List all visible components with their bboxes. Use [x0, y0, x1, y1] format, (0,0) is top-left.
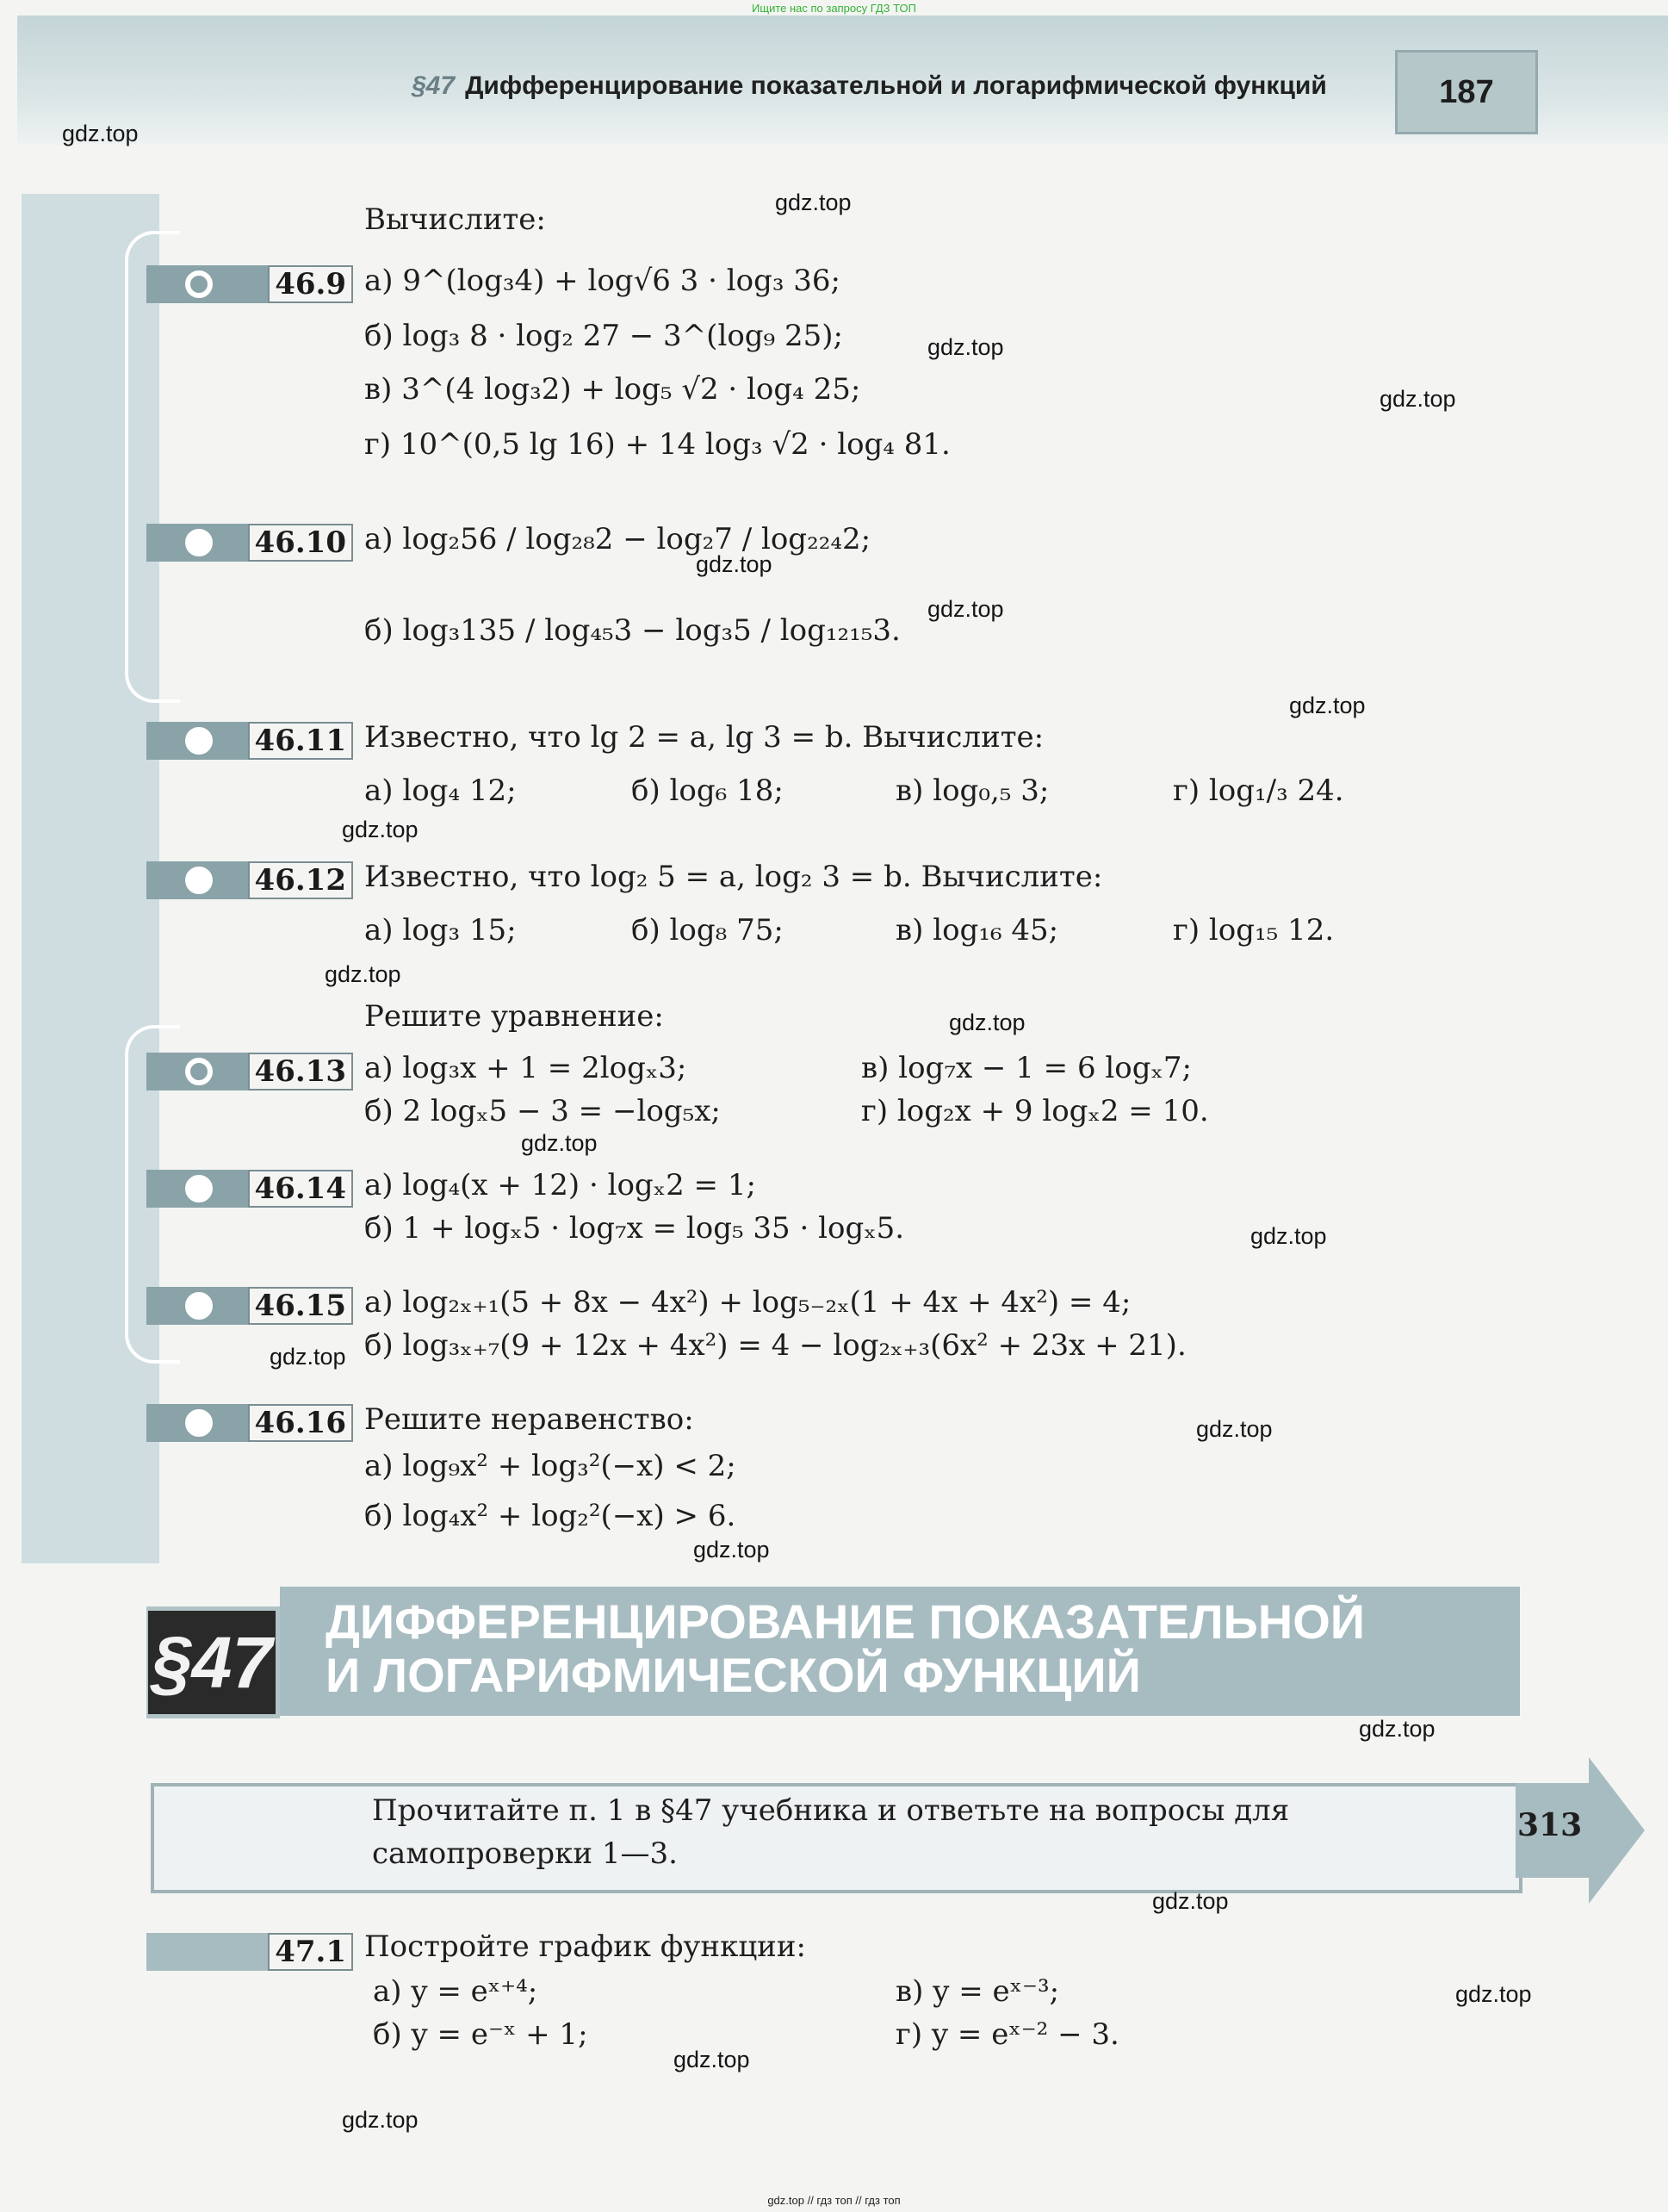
problem-line: б) log₆ 18; — [631, 774, 784, 808]
watermark: gdz.top — [1289, 693, 1366, 718]
problem-number: 46.14 — [248, 1170, 353, 1208]
top-note: Ищите нас по запросу ГДЗ ТОП — [752, 2, 916, 15]
circle-ring-icon — [185, 270, 213, 298]
watermark: gdz.top — [1152, 1888, 1229, 1914]
problem-number: 46.11 — [248, 722, 353, 760]
problem-label — [146, 1053, 353, 1090]
watermark: gdz.top — [693, 1537, 770, 1563]
page-reference-number: 313 — [1517, 1807, 1583, 1843]
circle-icon — [185, 727, 213, 755]
watermark: gdz.top — [1359, 1716, 1435, 1742]
problem-line: б) log₃ₓ₊₇(9 + 12x + 4x²) = 4 − log₂ₓ₊₃(6x² + 23x + 21). — [364, 1328, 1187, 1363]
problem-line: а) log₂ₓ₊₁(5 + 8x − 4x²) + log₅₋₂ₓ(1 + 4x + 4x²) = 4; — [364, 1285, 1132, 1320]
problem-line: а) log₄ 12; — [364, 774, 517, 808]
problem-line: б) log₃135 / log₄₅3 − log₃5 / log₁₂₁₅3. — [364, 613, 901, 648]
watermark: gdz.top — [673, 2047, 750, 2072]
problem-number: 46.12 — [248, 861, 353, 899]
watermark: gdz.top — [1250, 1223, 1327, 1249]
section-badge: §47 — [148, 1611, 276, 1714]
problem-line: г) log₁₅ 12. — [1173, 913, 1335, 948]
problem-number: 46.9 — [268, 265, 353, 303]
watermark: gdz.top — [1196, 1416, 1273, 1442]
problem-label — [146, 265, 353, 303]
problem-line: в) 3^(4 log₃2) + log₅ √2 · log₄ 25; — [364, 372, 861, 407]
section-title-line: И ЛОГАРИФМИЧЕСКОЙ ФУНКЦИЙ — [326, 1648, 1141, 1702]
problem-label — [146, 1404, 353, 1442]
page-title — [412, 71, 1327, 101]
section-title — [326, 1595, 1365, 1702]
problem-number: 46.16 — [248, 1404, 353, 1442]
problem-number: 46.15 — [248, 1287, 353, 1325]
problem-number: 46.10 — [248, 524, 353, 562]
problem-line: б) 2 logₓ5 − 3 = −log₅x; — [364, 1094, 721, 1128]
problem-line: в) log₇x − 1 = 6 logₓ7; — [861, 1051, 1193, 1085]
instruction-solve: Решите уравнение: — [364, 999, 664, 1034]
watermark: gdz.top — [1380, 386, 1456, 412]
problem-line: г) 10^(0,5 lg 16) + 14 log₃ √2 · log₄ 81. — [364, 427, 951, 462]
watermark: gdz.top — [62, 121, 139, 146]
info-line: Прочитайте п. 1 в §47 учебника и ответьте на вопросы для — [372, 1793, 1290, 1828]
problem-label — [146, 722, 353, 760]
watermark: gdz.top — [927, 334, 1004, 360]
problem-label — [146, 524, 353, 562]
circle-icon — [185, 1409, 213, 1437]
section-title-line: ДИФФЕРЕНЦИРОВАНИЕ ПОКАЗАТЕЛЬНОЙ — [326, 1594, 1366, 1649]
circle-icon — [185, 529, 213, 556]
problem-line: г) log₁/₃ 24. — [1173, 774, 1344, 808]
watermark: gdz.top — [949, 1010, 1026, 1035]
problem-label — [146, 1170, 353, 1208]
problem-line: а) 9^(log₃4) + log√6 3 · log₃ 36; — [364, 264, 840, 298]
problem-label — [146, 1287, 353, 1325]
problem-line: в) y = eˣ⁻³; — [896, 1974, 1060, 2009]
problem-line: г) y = eˣ⁻² − 3. — [896, 2017, 1119, 2052]
problem-line: б) y = e⁻ˣ + 1; — [373, 2017, 588, 2052]
watermark: gdz.top — [775, 190, 852, 215]
problem-line: а) log₂56 / log₂₈2 − log₂7 / log₂₂₄2; — [364, 522, 871, 556]
problem-line: а) log₄(x + 12) · logₓ2 = 1; — [364, 1168, 756, 1202]
watermark: gdz.top — [696, 551, 772, 577]
watermark: gdz.top — [521, 1130, 598, 1156]
problem-line: г) log₂x + 9 logₓ2 = 10. — [861, 1094, 1209, 1128]
problem-line: в) log₀,₅ 3; — [896, 774, 1050, 808]
problem-number: 47.1 — [268, 1933, 353, 1971]
problem-number: 46.13 — [248, 1053, 353, 1090]
problem-line: а) log₃ 15; — [364, 913, 517, 948]
problem-line: Постройте график функции: — [364, 1929, 806, 1964]
problem-line: а) y = eˣ⁺⁴; — [373, 1974, 538, 2009]
problem-line: в) log₁₆ 45; — [896, 913, 1059, 948]
watermark: gdz.top — [342, 2107, 419, 2133]
watermark: gdz.top — [342, 817, 419, 842]
problem-line: Известно, что log₂ 5 = a, log₂ 3 = b. Вычислите: — [364, 860, 1103, 894]
problem-line: б) log₃ 8 · log₂ 27 − 3^(log₉ 25); — [364, 319, 843, 353]
info-line: самопроверки 1—3. — [372, 1836, 678, 1871]
problem-line: а) log₉x² + log₃²(−x) < 2; — [364, 1449, 736, 1483]
problem-line: б) log₈ 75; — [631, 913, 784, 948]
header-title: Дифференцирование показательной и логарифмической функций — [465, 71, 1327, 100]
problem-line: б) log₄x² + log₂²(−x) > 6. — [364, 1499, 736, 1533]
page-number: 187 — [1395, 50, 1538, 134]
watermark: gdz.top — [325, 961, 401, 987]
header-section: §47 — [412, 71, 456, 100]
problem-line: а) log₃x + 1 = 2logₓ3; — [364, 1051, 687, 1085]
instruction-calculate: Вычислите: — [364, 202, 546, 237]
circle-icon — [185, 1292, 213, 1320]
circle-ring-icon — [185, 1058, 213, 1085]
watermark: gdz.top — [270, 1344, 346, 1370]
circle-icon — [185, 1175, 213, 1202]
watermark: gdz.top — [927, 596, 1004, 622]
problem-line: б) 1 + logₓ5 · log₇x = log₅ 35 · logₓ5. — [364, 1211, 905, 1246]
problem-line: Известно, что lg 2 = a, lg 3 = b. Вычислите: — [364, 720, 1045, 755]
bottom-note: gdz.top // гдз топ // гдз топ — [767, 2194, 901, 2207]
problem-line: Решите неравенство: — [364, 1402, 694, 1437]
circle-icon — [185, 867, 213, 894]
problem-label — [146, 861, 353, 899]
problem-label — [146, 1933, 353, 1971]
watermark: gdz.top — [1455, 1981, 1532, 2007]
